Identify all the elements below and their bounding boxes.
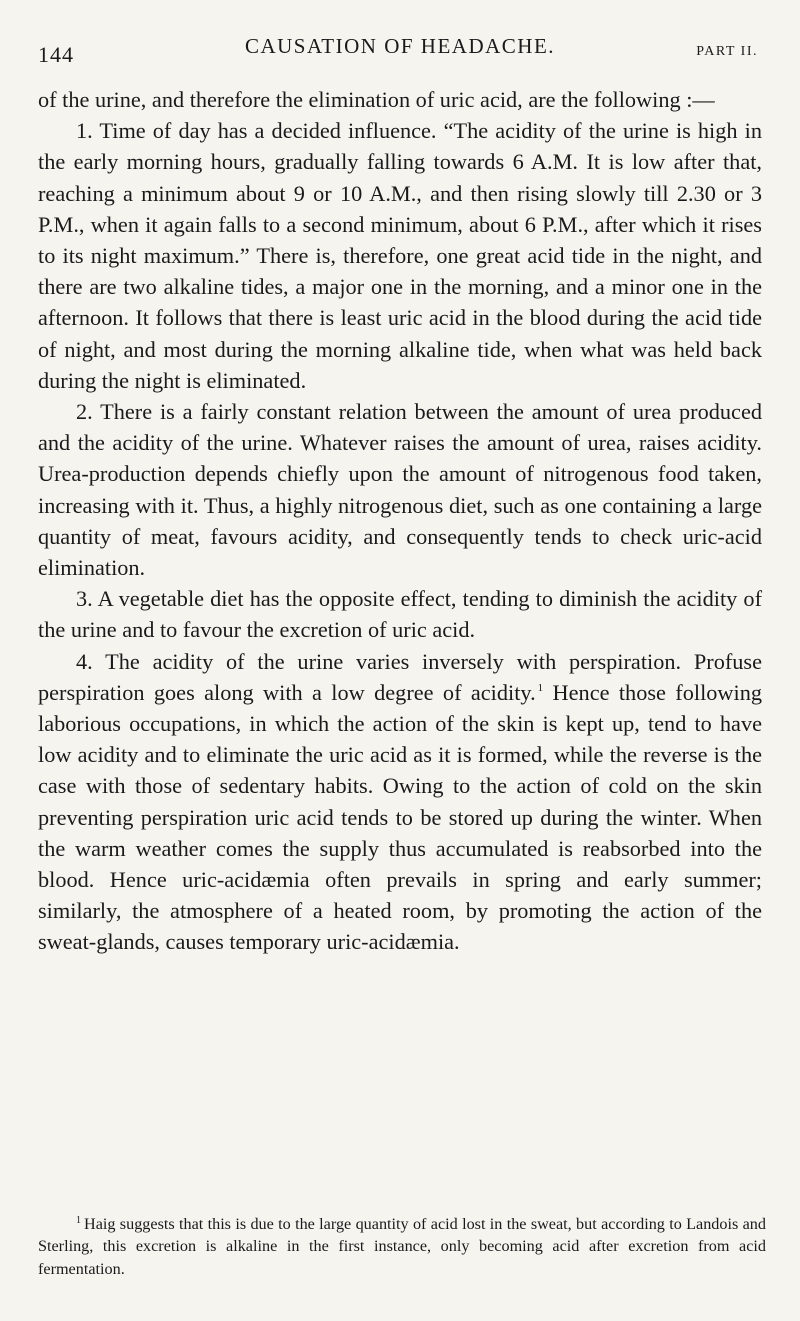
footnote-mark: 1 [76, 1214, 81, 1226]
part-label: PART II. [696, 44, 758, 59]
list-item-1: 1. Time of day has a decided influence. “The acidity of the urine is high in the early morning hours, gradually falling towards 6 A.M. It is low after that, reaching a minimum about 9 or 10 A.M., and then rising slowly till 2.30 or 3 P.M., when it again falls to a second minimum, about 6 P.M., after which it rises to its night maximum.” There is, therefore, one great acid tide in the night, and there are two alkaline tides, a major one in the morning, and a minor one in the afternoon. It follows that there is least uric acid in the blood during the acid tide of night, and most during the morning alkaline tide, when what was held back during the night is eliminated. [38, 118, 762, 393]
intro-paragraph: of the urine, and therefore the elimination of uric acid, are the following :— [38, 87, 715, 112]
list-item-2: 2. There is a fairly constant relation between the amount of urea produced and the acidity of the urine. Whatever raises the amount of urea, raises acidity. Urea-production depends chiefly upon the amount of nitrogenous food taken, increasing with it. Thus, a highly nitrogenous diet, such as one containing a large quantity of meat, favours acidity, and consequently tends to check uric-acid elimination. [38, 399, 762, 581]
running-title: CAUSATION OF HEADACHE. [244, 34, 556, 58]
list-item-4 [38, 646, 762, 958]
page-header [38, 30, 762, 70]
body-text [38, 84, 762, 958]
footnote [38, 1213, 766, 1280]
footnote-text: Haig suggests that this is due to the large quantity of acid lost in the sweat, but according to Landois and Sterling, this excretion is alkaline in the first instance, only becoming acid after excretion from acid fermentation. [38, 1215, 766, 1278]
footnote-reference[interactable]: 1 [537, 682, 544, 695]
page-number: 144 [38, 42, 74, 67]
list-item-4-text-a: 4. The acidity of the urine varies inversely with perspiration. Profuse perspiration goes along with a low degree of acidity. [38, 648, 762, 705]
list-item-3: 3. A vegetable diet has the opposite effect, tending to diminish the acidity of the urine and to favour the excretion of uric acid. [38, 586, 762, 643]
list-item-4-text-b: Hence those following laborious occupations, in which the action of the skin is kept up, tend to have low acidity and to eliminate the uric acid as it is formed, while the reverse is the case with those of sedentary habits. Owing to the action of cold on the skin preventing perspiration uric acid tends to be stored up during the winter. When the warm weather comes the supply thus accumulated is reabsorbed into the blood. Hence uric-acidæmia often prevails in spring and early summer; similarly, the atmosphere of a heated room, by promoting the action of the sweat-glands, causes temporary uric-acidæmia. [38, 679, 763, 955]
